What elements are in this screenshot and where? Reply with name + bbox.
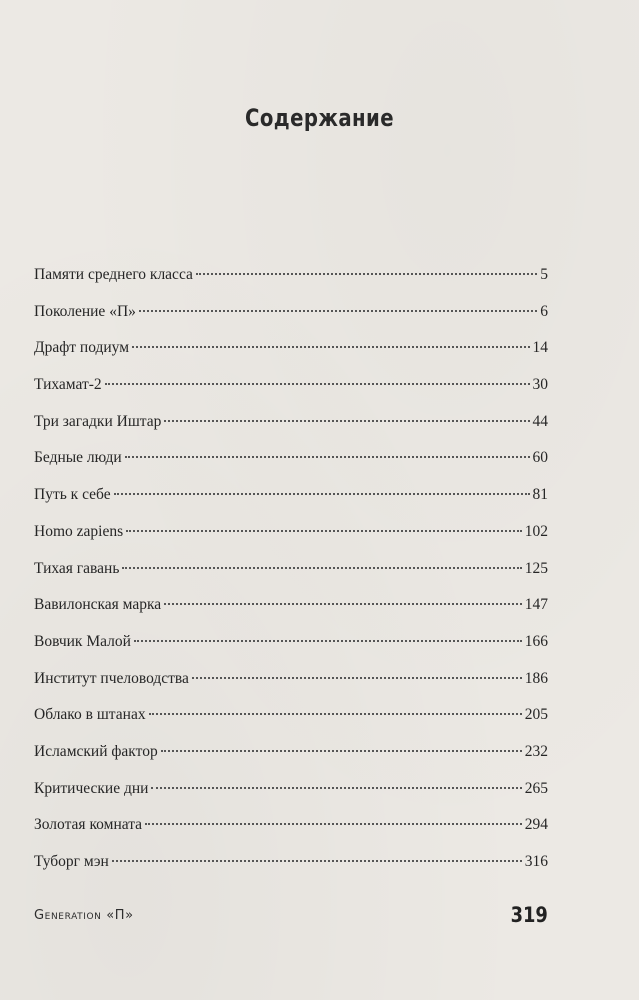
toc-entry-title: Homo zapiens [34, 522, 124, 540]
toc-entry [34, 814, 548, 851]
page-title: Содержание [244, 104, 394, 132]
toc-entry-title: Поколение «П» [34, 302, 136, 320]
dot-leader [105, 383, 530, 385]
dot-leader [134, 640, 522, 642]
toc-entry-page: 294 [524, 816, 548, 834]
toc-entry-title: Облако в штанах [34, 706, 146, 724]
running-footer-book-title: Generation «П» [34, 908, 134, 923]
toc-entry [34, 484, 548, 521]
toc-entry [34, 411, 548, 448]
dot-leader [151, 787, 521, 789]
toc-entry [34, 521, 548, 558]
toc-entry-title: Тихая гавань [34, 559, 120, 577]
toc-entry [34, 264, 548, 301]
toc-entry-page: 186 [524, 669, 548, 687]
dot-leader [125, 456, 530, 458]
toc-entry [34, 337, 548, 374]
toc-entry-title: Бедные люди [34, 449, 122, 467]
toc-entry-title: Драфт подиум [34, 339, 130, 357]
toc-entry-title: Вовчик Малой [34, 632, 131, 650]
dot-leader [164, 420, 529, 422]
toc-entry [34, 447, 548, 484]
dot-leader [192, 677, 522, 679]
toc-entry-page: 6 [540, 302, 548, 320]
toc-entry-page: 14 [532, 339, 548, 357]
dot-leader [161, 750, 522, 752]
toc-entry-title: Институт пчеловодства [34, 669, 189, 687]
toc-entry-page: 81 [532, 486, 548, 504]
dot-leader [132, 346, 529, 348]
dot-leader [126, 530, 522, 532]
toc-entry-title: Вавилонская марка [34, 596, 162, 614]
toc-entry-page: 205 [524, 706, 548, 724]
toc-entry-page: 5 [540, 266, 548, 283]
toc-entry-page: 147 [524, 596, 548, 614]
toc-entry-title: Золотая комната [34, 816, 143, 834]
dot-leader [196, 273, 537, 275]
toc-entry-page: 166 [524, 632, 548, 650]
toc-entry-title: Критические дни [34, 779, 149, 797]
table-of-contents [34, 264, 548, 888]
toc-entry-title: Исламский фактор [34, 742, 158, 760]
toc-entry [34, 741, 548, 778]
toc-entry [34, 778, 548, 815]
toc-entry-title: Памяти среднего класса [34, 266, 193, 283]
toc-entry-page: 44 [532, 412, 548, 430]
toc-entry-page: 316 [524, 853, 548, 870]
toc-entry [34, 374, 548, 411]
dot-leader [149, 713, 522, 715]
toc-entry-page: 232 [524, 742, 548, 760]
toc-entry-title: Туборг мэн [34, 853, 109, 870]
toc-entry-title: Три загадки Иштар [34, 412, 162, 430]
toc-entry-title: Тихамат-2 [34, 376, 102, 394]
dot-leader [145, 823, 522, 825]
toc-entry [34, 704, 548, 741]
toc-entry-title: Путь к себе [34, 486, 111, 504]
dot-leader [114, 493, 530, 495]
dot-leader [112, 860, 522, 862]
page-number: 319 [510, 903, 548, 927]
toc-entry-page: 102 [524, 522, 548, 540]
toc-entry [34, 668, 548, 705]
toc-entry [34, 594, 548, 631]
dot-leader [164, 603, 522, 605]
toc-entry-page: 60 [532, 449, 548, 467]
toc-entry-page: 125 [524, 559, 548, 577]
dot-leader [122, 567, 521, 569]
toc-entry [34, 301, 548, 338]
toc-entry [34, 558, 548, 595]
toc-entry-page: 265 [524, 779, 548, 797]
toc-entry [34, 851, 548, 888]
toc-entry-page: 30 [532, 376, 548, 394]
toc-entry [34, 631, 548, 668]
dot-leader [139, 310, 537, 312]
